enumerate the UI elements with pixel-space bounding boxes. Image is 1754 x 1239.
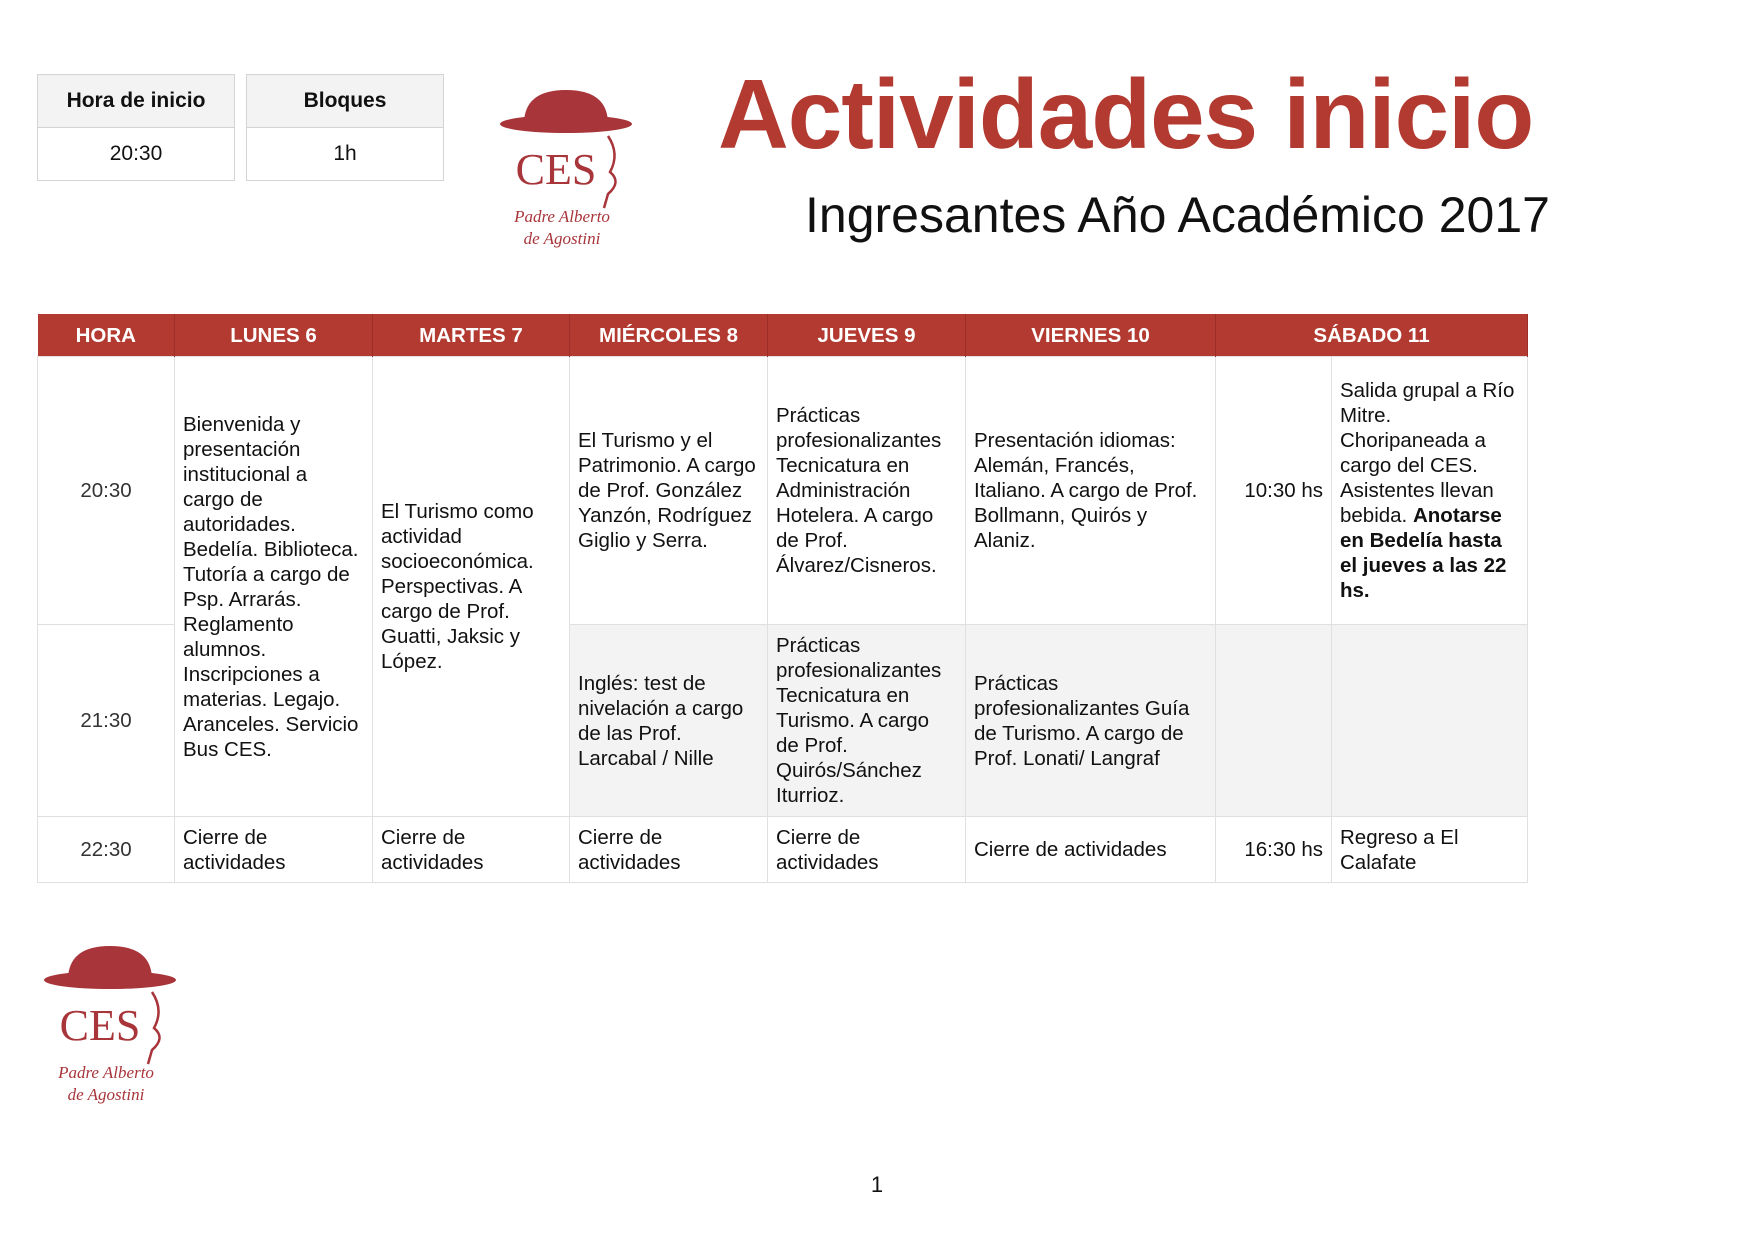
table-row — [38, 817, 1528, 883]
blocks-value: 1h — [247, 128, 443, 180]
cell-lunes-closing: Cierre de actividades — [175, 817, 373, 883]
header-hora: HORA — [38, 314, 175, 357]
logo-line1: Padre Alberto — [514, 207, 610, 226]
logo-line1: Padre Alberto — [58, 1063, 154, 1082]
cell-sabado-time-1: 10:30 hs — [1216, 357, 1332, 625]
header-jueves: JUEVES 9 — [768, 314, 966, 357]
cell-sabado-time-2 — [1216, 625, 1332, 817]
hour-2130: 21:30 — [38, 625, 175, 817]
start-time-box — [37, 74, 235, 181]
header-viernes: VIERNES 10 — [966, 314, 1216, 357]
header-row — [38, 314, 1528, 357]
cell-miercoles-closing: Cierre de actividades — [570, 817, 768, 883]
start-time-label: Hora de inicio — [38, 75, 234, 128]
ces-logo-bottom — [40, 940, 190, 1110]
cell-martes: El Turismo como actividad socioeconómica. Perspectivas. A cargo de Prof. Guatti, Jaksic y López. — [373, 357, 570, 817]
cell-miercoles-2: Inglés: test de nivelación a cargo de las Prof. Larcabal / Nille — [570, 625, 768, 817]
header-miercoles: MIÉRCOLES 8 — [570, 314, 768, 357]
cell-martes-closing: Cierre de actividades — [373, 817, 570, 883]
blocks-box — [246, 74, 444, 181]
cell-sabado-3: Regreso a El Calafate — [1332, 817, 1528, 883]
cell-viernes-closing: Cierre de actividades — [966, 817, 1216, 883]
hour-2230: 22:30 — [38, 817, 175, 883]
table-row — [38, 357, 1528, 625]
cell-sabado-2 — [1332, 625, 1528, 817]
cell-sabado-time-3: 16:30 hs — [1216, 817, 1332, 883]
logo-text: CES — [59, 1001, 141, 1050]
cell-lunes: Bienvenida y presentación institucional a cargo de autoridades. Bedelía. Biblioteca. Tutoría a cargo de Psp. Arrarás. Reglamento alumnos. Inscripciones a materias. Legajo. Aranceles. Servicio Bus CES. — [175, 357, 373, 817]
schedule-table — [37, 314, 1528, 883]
cell-jueves-2: Prácticas profesionalizantes Tecnicatura en Turismo. A cargo de Prof. Quirós/Sánchez Iturrioz. — [768, 625, 966, 817]
ces-logo-top — [496, 84, 646, 254]
page-subtitle: Ingresantes Año Académico 2017 — [805, 187, 1550, 243]
cell-jueves-1: Prácticas profesionalizantes Tecnicatura en Administración Hotelera. A cargo de Prof. Álvarez/Cisneros. — [768, 357, 966, 625]
sabado-1-bold-text: Anotarse en Bedelía hasta el jueves a las 22 hs. — [1340, 504, 1507, 602]
cell-miercoles-1: El Turismo y el Patrimonio. A cargo de Prof. González Yanzón, Rodríguez Giglio y Serra. — [570, 357, 768, 625]
page-title: Actividades inicio — [718, 59, 1534, 169]
hour-2030: 20:30 — [38, 357, 175, 625]
header-martes: MARTES 7 — [373, 314, 570, 357]
header-sabado: SÁBADO 11 — [1216, 314, 1528, 357]
logo-line2: de Agostini — [67, 1085, 145, 1104]
header-lunes: LUNES 6 — [175, 314, 373, 357]
logo-line2: de Agostini — [523, 229, 601, 248]
logo-text: CES — [515, 145, 597, 194]
cell-viernes-1: Presentación idiomas: Alemán, Francés, Italiano. A cargo de Prof. Bollmann, Quirós y Alaniz. — [966, 357, 1216, 625]
sabado-1-text: Salida grupal a Río Mitre. Choripaneada a cargo del CES. Asistentes llevan bebida. — [1340, 379, 1515, 527]
start-time-value: 20:30 — [38, 128, 234, 180]
cell-jueves-closing: Cierre de actividades — [768, 817, 966, 883]
page-number: 1 — [870, 1172, 884, 1197]
cell-sabado-1 — [1332, 357, 1528, 625]
cell-viernes-2: Prácticas profesionalizantes Guía de Turismo. A cargo de Prof. Lonati/ Langraf — [966, 625, 1216, 817]
blocks-label: Bloques — [247, 75, 443, 128]
